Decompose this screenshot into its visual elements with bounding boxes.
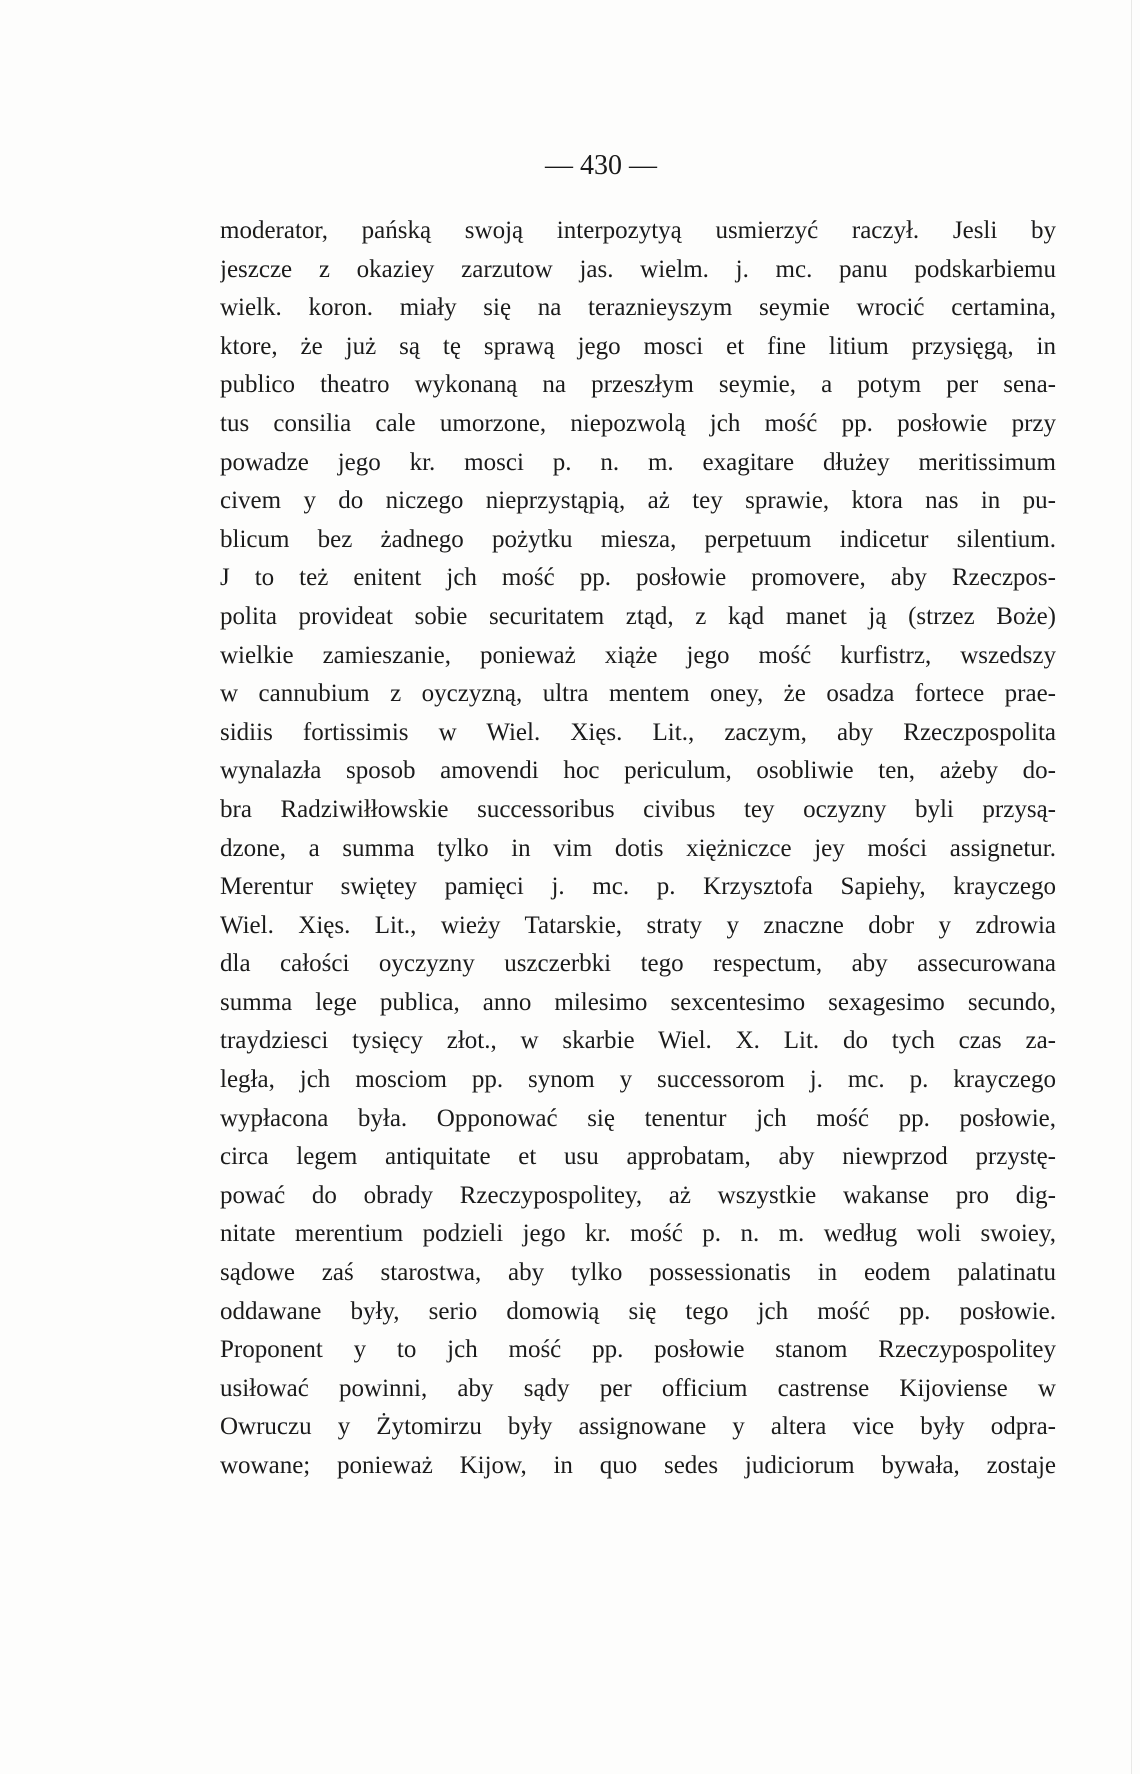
text-line: moderator, pańską swoją interpozytyą usmierzyć raczył. Jesli by bbox=[220, 217, 1056, 244]
text-line: sądowe zaś starostwa, aby tylko possessionatis in eodem palatinatu bbox=[220, 1259, 1056, 1287]
page-edge bbox=[1131, 0, 1132, 1774]
text-line: traydziesci tysięcy złot., w skarbie Wiel. X. Lit. do tych czas za- bbox=[220, 1027, 1056, 1055]
text-line: polita provideat sobie securitatem ztąd, z kąd manet ją (strzez Boże) bbox=[220, 602, 1056, 630]
text-line: blicum bez żadnego pożytku miesza, perpetuum indicetur silentium. bbox=[220, 525, 1056, 553]
text-line: Proponent y to jch mość pp. posłowie stanom Rzeczypospolitey bbox=[220, 1336, 1056, 1364]
text-line: Owruczu y Żytomirzu były assignowane y altera vice były odpra- bbox=[220, 1413, 1056, 1441]
text-line: w cannubium z oyczyzną, ultra mentem oney, że osadza fortece prae- bbox=[220, 680, 1056, 708]
text-line: Merentur swiętey pamięci j. mc. p. Krzysztofa Sapiehy, krayczego bbox=[220, 873, 1056, 901]
text-line: wypłacona była. Opponować się tenentur jch mość pp. posłowie, bbox=[220, 1104, 1056, 1132]
text-line: tus consilia cale umorzone, niepozwolą jch mość pp. posłowie przy bbox=[220, 409, 1056, 437]
text-line: jeszcze z okaziey zarzutow jas. wielm. j. mc. panu podskarbiemu bbox=[220, 255, 1056, 283]
text-line: publico theatro wykonaną na przeszłym seymie, a potym per sena- bbox=[220, 371, 1056, 399]
text-line: usiłować powinni, aby sądy per officium castrense Kijoviense w bbox=[220, 1374, 1056, 1402]
text-line: sidiis fortissimis w Wiel. Xięs. Lit., zaczym, aby Rzeczpospolita bbox=[220, 718, 1056, 746]
text-line: oddawane były, serio domowią się tego jch mość pp. posłowie. bbox=[220, 1297, 1056, 1325]
text-line: wielk. koron. miały się na teraznieyszym seymie wrocić certamina, bbox=[220, 294, 1056, 322]
text-line: wynalazła sposob amovendi hoc periculum, osobliwie ten, ażeby do- bbox=[220, 757, 1056, 785]
text-line: dla całości oyczyzny uszczerbki tego respectum, aby assecurowana bbox=[220, 950, 1056, 978]
text-line: summa lege publica, anno milesimo sexcentesimo sexagesimo secundo, bbox=[220, 988, 1056, 1016]
text-line: powadze jego kr. mosci p. n. m. exagitare dłużey meritissimum bbox=[220, 448, 1056, 476]
text-line: circa legem antiquitate et usu approbatam, aby niewprzod przystę- bbox=[220, 1143, 1056, 1171]
text-line: wielkie zamieszanie, ponieważ xiąże jego mość kurfistrz, wszedszy bbox=[220, 641, 1056, 669]
text-line: nitate merentium podzieli jego kr. mość p. n. m. według woli swoiey, bbox=[220, 1220, 1056, 1248]
text-line: civem y do niczego nieprzystąpią, aż tey sprawie, ktora nas in pu- bbox=[220, 487, 1056, 515]
text-line: ktore, że już są tę sprawą jego mosci et fine litium przysięgą, in bbox=[220, 332, 1056, 360]
text-line: Wiel. Xięs. Lit., wieży Tatarskie, straty y znaczne dobr y zdrowia bbox=[220, 911, 1056, 939]
page-number: — 430 — bbox=[545, 150, 657, 181]
text-line: legła, jch mosciom pp. synom y successorom j. mc. p. krayczego bbox=[220, 1066, 1056, 1094]
text-line: pować do obrady Rzeczypospolitey, aż wszystkie wakanse pro dig- bbox=[220, 1181, 1056, 1209]
text-line: dzone, a summa tylko in vim dotis xiężniczce jey mości assignetur. bbox=[220, 834, 1056, 862]
text-line: bra Radziwiłłowskie successoribus civibus tey oczyzny byli przysą- bbox=[220, 795, 1056, 823]
body-text bbox=[220, 212, 1056, 1486]
text-line: wowane; ponieważ Kijow, in quo sedes judiciorum bywała, zostaje bbox=[220, 1452, 1056, 1479]
text-line: J to też enitent jch mość pp. posłowie promovere, aby Rzeczpos- bbox=[220, 564, 1056, 592]
